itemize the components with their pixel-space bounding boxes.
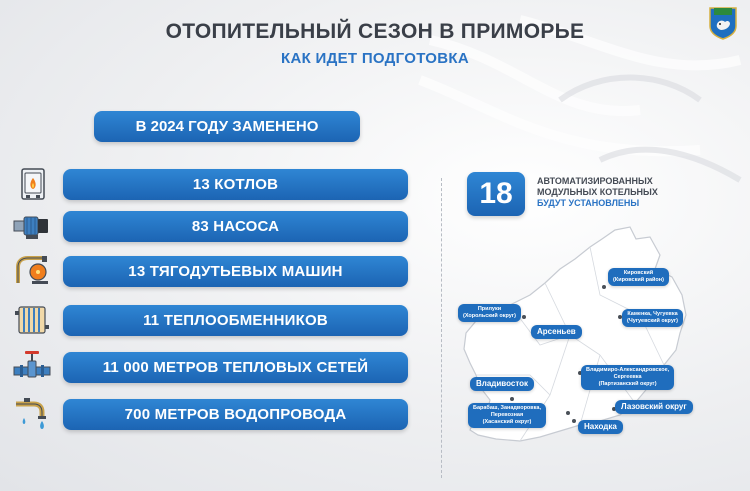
page-subtitle: КАК ИДЕТ ПОДГОТОВКА (281, 50, 469, 67)
pipe-valve-icon (12, 349, 52, 385)
map-label-lazovsky: Лазовский округ (615, 400, 693, 414)
boiler-icon (12, 166, 52, 202)
page-title: ОТОПИТЕЛЬНЫЙ СЕЗОН В ПРИМОРЬЕ (165, 20, 585, 43)
map-marker (510, 397, 514, 401)
map-label-prilukki: Прилуки (Хорольский округ) (458, 304, 521, 322)
map-label-kamenka: Каменка, Чугуевка (Чугуевский округ) (622, 309, 683, 327)
primorye-map (450, 225, 750, 491)
map-marker (572, 419, 576, 423)
coat-of-arms-icon (708, 6, 738, 40)
replaced-item-label: 83 НАСОСА (63, 211, 408, 242)
boiler-count-caption (537, 176, 658, 209)
replaced-item-label: 11 ТЕПЛООБМЕННИКОВ (63, 305, 408, 336)
water-tap-icon (12, 396, 52, 432)
map-marker (566, 411, 570, 415)
replaced-item-label: 11 000 МЕТРОВ ТЕПЛОВЫХ СЕТЕЙ (63, 352, 408, 383)
replaced-row-boilers (0, 166, 420, 202)
map-label-vladivostok: Владивосток (470, 377, 534, 391)
caption-line-1: АВТОМАТИЗИРОВАННЫХ (537, 176, 653, 186)
pump-icon (12, 208, 52, 244)
section-divider (441, 178, 442, 478)
region-outline (450, 225, 750, 491)
caption-line-3: БУДУТ УСТАНОВЛЕНЫ (537, 198, 640, 208)
replaced-row-water-pipes (0, 396, 420, 432)
draft-machine-icon (12, 253, 52, 289)
replaced-item-label: 13 КОТЛОВ (63, 169, 408, 200)
heat-exchanger-icon (12, 302, 52, 338)
map-label-nakhodka: Находка (578, 420, 623, 434)
replaced-row-heating-networks (0, 349, 420, 385)
replaced-row-heat-exchangers (0, 302, 420, 338)
map-label-barabash: Барабаш, Занадворовка, Перевозная (Хасанский округ) (468, 403, 546, 428)
map-marker (522, 315, 526, 319)
map-label-kirovsky: Кировский (Кировский район) (608, 268, 669, 286)
boiler-count: 18 (467, 172, 525, 216)
replaced-row-pumps (0, 208, 420, 244)
map-label-vladimiro: Владимиро-Александровское, Сергеевка (Партизанский округ) (581, 365, 674, 390)
replaced-row-draft-machines (0, 253, 420, 289)
caption-line-2: МОДУЛЬНЫХ КОТЕЛЬНЫХ (537, 187, 658, 197)
replaced-item-label: 13 ТЯГОДУТЬЕВЫХ МАШИН (63, 256, 408, 287)
replaced-item-label: 700 МЕТРОВ ВОДОПРОВОДА (63, 399, 408, 430)
map-marker (602, 285, 606, 289)
map-label-arsenyev: Арсеньев (531, 325, 582, 339)
replaced-header: В 2024 ГОДУ ЗАМЕНЕНО (94, 111, 360, 142)
